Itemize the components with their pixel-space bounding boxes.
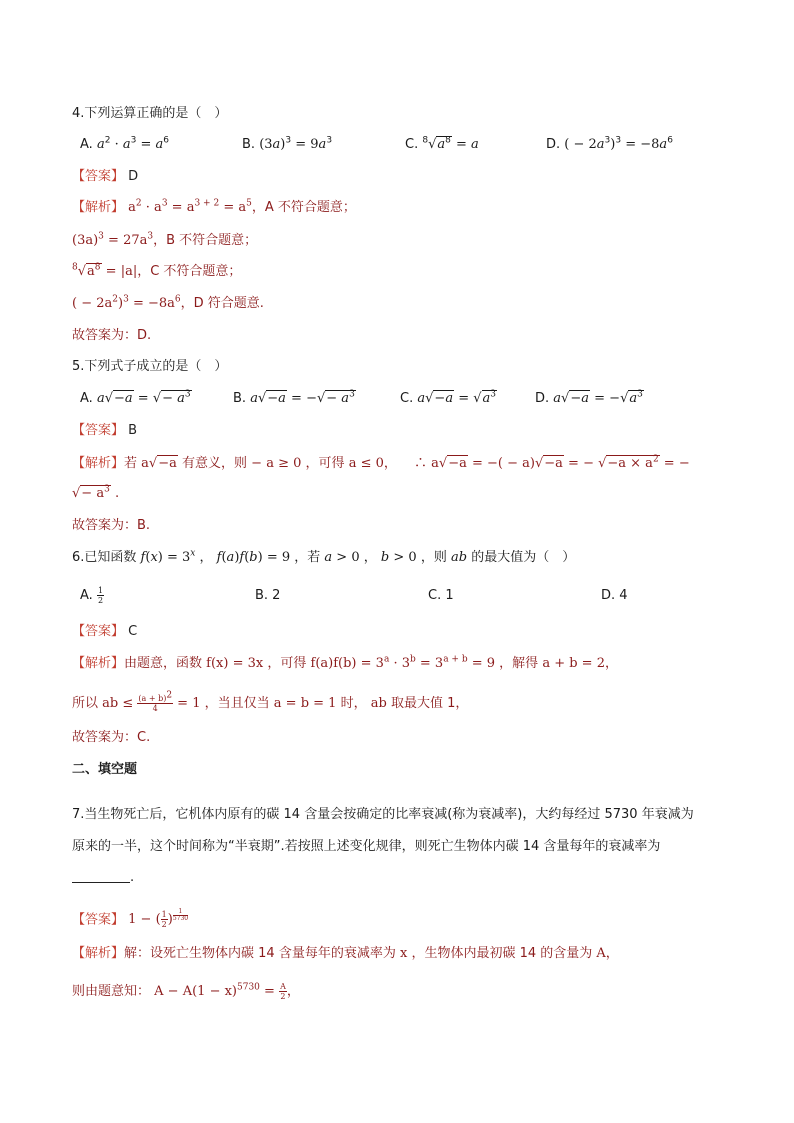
- fraction-a-over-2: $\frac{A}{2}$: [280, 982, 286, 1001]
- q6-answer: 【答案】 C: [72, 624, 138, 639]
- q4-option-a: A. $a^2 \cdot a^3 = a^6$: [80, 135, 170, 152]
- q4-analysis-line1: 【解析】 $a^2 \cdot a^3 = a^{3 + 2} = a^5$，A 不符合题意；: [72, 198, 356, 215]
- q5-option-c: C. $a√-a = √a^3$: [400, 389, 497, 406]
- fraction-one-half: $\frac{1}{2}$: [97, 586, 104, 605]
- q4-analysis-line4: ( − $2a^2)^3 = -8a^6$，D 符合题意.: [72, 294, 264, 311]
- q7-analysis-line1: 【解析】解：设死亡生物体内碳 14 含量每年的衰减率为 x ，生物体内最初碳 14 的含量为 A，: [72, 946, 619, 961]
- fill-in-blank[interactable]: [72, 882, 130, 883]
- q7-line1: 7.当生物死亡后，它机体内原有的碳 14 含量会按确定的比率衰减(称为衰减率)，大约每经过 5730 年衰减为: [72, 807, 694, 822]
- q4-option-d: D. ( − $2a^3)^3 = -8a^6$: [546, 135, 673, 152]
- q5-stem: 5.下列式子成立的是（ ）: [72, 359, 228, 374]
- q6-option-d: D. 4: [601, 588, 628, 603]
- q7-line2: 原来的一半，这个时间称为“半衰期”.若按照上述变化规律，则死亡生物体内碳 14 含量每年的衰减率为: [72, 839, 661, 854]
- q6-conclusion: 故答案为：C.: [72, 730, 151, 745]
- q6-option-b: B. 2: [255, 588, 281, 603]
- q4-option-c-label: C.: [405, 137, 423, 152]
- q4-answer-value: D: [128, 169, 139, 184]
- q5-analysis-line1: 【解析】若 a√−a 有意义，则 − a ≥ 0 ，可得 a ≤ 0， ∴ a√−a = −( − a)√−a = − $√-a \times a^2$ = −: [72, 454, 690, 471]
- q4-conclusion: 故答案为：D.: [72, 328, 152, 343]
- q6-analysis-line2: 所以 ab ≤ $\frac{(a + b)^2}{4}$ = 1 ，当且仅当 a = b = 1 时， ab 取最大值 1，: [72, 690, 469, 713]
- q5-answer: 【答案】 B: [72, 423, 138, 438]
- q7-answer-value: 1 − ( $\frac{1}{2}$ ) $^{\frac{1}{5730}}$: [128, 908, 189, 930]
- q4-analysis-line3: $^8√a^8 = |a|$，C 不符合题意；: [72, 262, 242, 279]
- q6-analysis-line1: 【解析】由题意，函数 f(x) = 3x ，可得 $f(a)f(b) = 3^a \cdot 3^b = 3^{a + b} = 9$ ，解得 a + b = 2，: [72, 654, 618, 671]
- q7-analysis-line2: 则由题意知： $A - A(1 - x)^{5730}$ = $\frac{A}{2}$ ，: [72, 982, 300, 1001]
- q6-option-c: C. 1: [428, 588, 454, 603]
- section-title: 二、填空题: [72, 762, 138, 777]
- q5-analysis-line2: √− $a^3$ .: [72, 484, 120, 501]
- q5-option-a: A. a√−a = √− $a^3$: [80, 389, 191, 406]
- q5-conclusion: 故答案为：B.: [72, 518, 151, 533]
- q7-answer: 【答案】 1 − ( $\frac{1}{2}$ ) $^{\frac{1}{5730}}$: [72, 908, 189, 930]
- q4-stem: 4.下列运算正确的是（ ）: [72, 106, 228, 121]
- fraction-ab-square-over-4: $\frac{(a + b)^2}{4}$: [138, 690, 173, 713]
- q6-stem: 6.已知函数 $f(x) = 3^x$ ， f(a)f(b) = 9 ，若 a > 0 ， b > 0 ，则 ab 的最大值为（ ）: [72, 548, 576, 565]
- q4-analysis-line2: $(3a)^3 = 27a^3$，B 不符合题意；: [72, 231, 258, 248]
- q4-option-a-label: A.: [80, 137, 97, 152]
- q4-option-c: C. $^8√a^8 = a$: [405, 135, 479, 152]
- q4-option-d-label: D.: [546, 137, 565, 152]
- q7-line3-tail: .: [130, 870, 135, 885]
- q4-option-b: B. $(3a)^3 = 9a^3$: [242, 135, 333, 152]
- q4-answer: [72, 168, 138, 186]
- q4-option-b-label: B.: [242, 137, 260, 152]
- q5-answer-value: B: [128, 423, 138, 438]
- q5-option-b: B. a√−a = −√− $a^3$: [233, 389, 355, 406]
- answer-tag: 【答案】: [72, 169, 125, 184]
- q6-option-a: A. $\frac{1}{2}$: [80, 586, 104, 605]
- q5-option-d: D. $a√-a = -√a^3$: [535, 389, 643, 406]
- analysis-tag: 【解析】: [72, 200, 125, 215]
- q6-answer-value: C: [128, 624, 138, 639]
